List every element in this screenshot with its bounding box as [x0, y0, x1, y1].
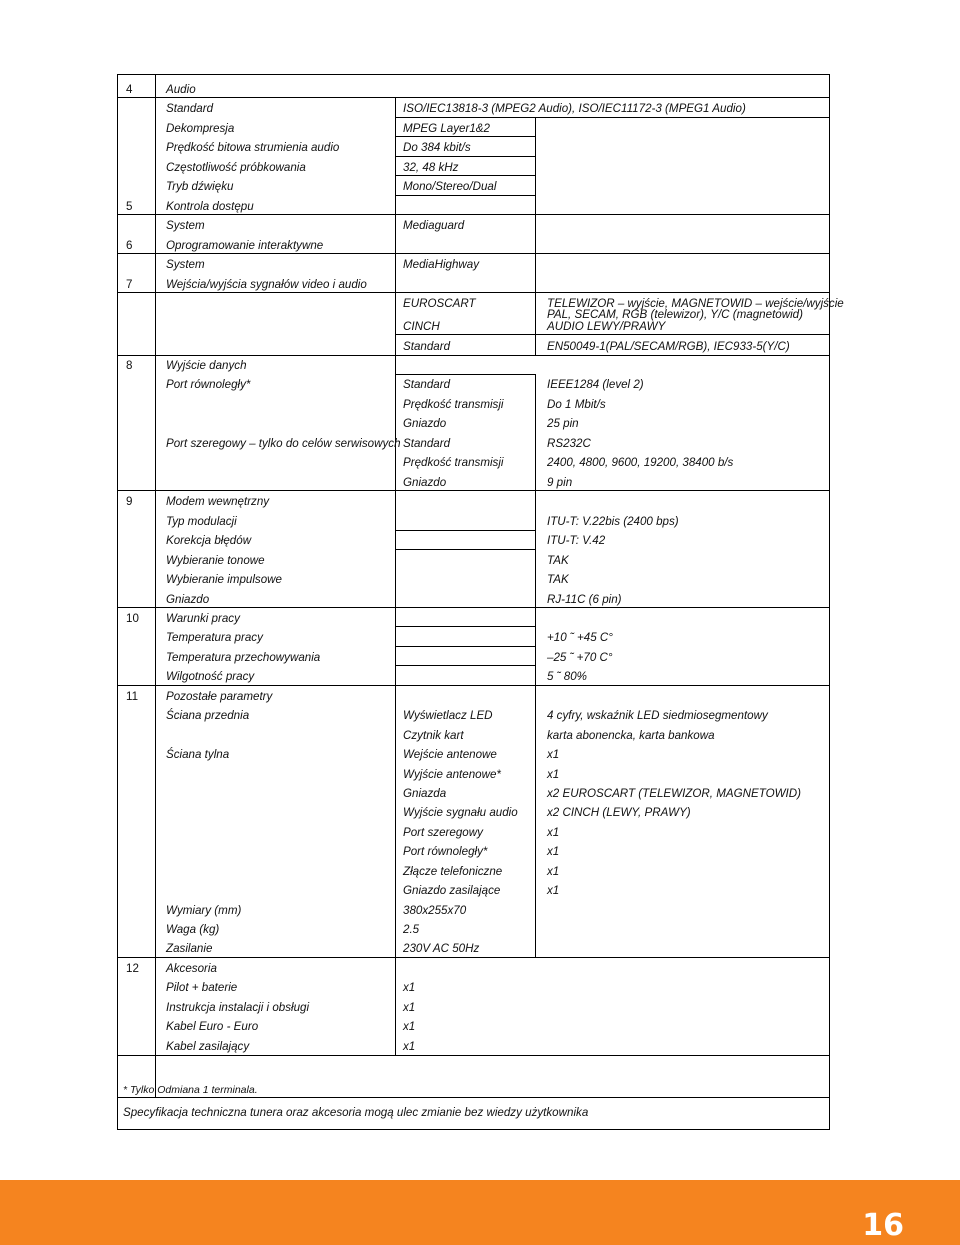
spec-label: Standard: [403, 437, 451, 450]
spec-label: Temperatura pracy: [166, 631, 263, 644]
spec-value: Mono/Stereo/Dual: [403, 180, 497, 193]
spec-label: Wybieranie impulsowe: [166, 573, 282, 586]
spec-value: x2 EUROSCART (TELEWIZOR, MAGNETOWID): [547, 787, 802, 800]
section-number: 11: [126, 690, 139, 703]
spec-value: x1: [547, 768, 560, 781]
spec-value: 5 ˜ 80%: [547, 670, 587, 683]
section-title: Modem wewnętrzny: [166, 495, 270, 508]
disclaimer: Specyfikacja techniczna tunera oraz akcesoria mogą ulec zmianie bez wiedzy użytkownika: [123, 1106, 589, 1119]
spec-label: Port równoległy*: [403, 845, 488, 858]
grid-line: [395, 665, 535, 666]
grid-line: [395, 646, 535, 647]
grid-line: [117, 1097, 830, 1098]
spec-label: Typ modulacji: [166, 515, 237, 528]
spec-label: Wybieranie tonowe: [166, 554, 265, 567]
spec-value: karta abonencka, karta bankowa: [547, 729, 715, 742]
spec-label: Wyświetlacz LED: [403, 709, 493, 722]
grid-line: [117, 1055, 830, 1056]
spec-label: Korekcja błędów: [166, 534, 252, 547]
spec-value: 9 pin: [547, 476, 573, 489]
spec-label: Ściana przednia: [166, 709, 250, 722]
section-title: Audio: [166, 83, 196, 96]
grid-line: [395, 117, 830, 118]
spec-value: x1: [547, 826, 560, 839]
spec-value: TAK: [547, 573, 569, 586]
section-number: 4: [126, 83, 133, 96]
spec-label: Temperatura przechowywania: [166, 651, 321, 664]
spec-value: MediaHighway: [403, 258, 480, 271]
spec-label: Wyjście antenowe*: [403, 768, 501, 781]
section-title: Oprogramowanie interaktywne: [166, 239, 324, 252]
spec-value: RJ-11C (6 pin): [547, 593, 622, 606]
spec-value: +10 ˜ +45 C°: [547, 631, 613, 644]
grid-line: [117, 214, 830, 215]
spec-label: Port szeregowy: [403, 826, 483, 839]
spec-label: Czytnik kart: [403, 729, 464, 742]
spec-label: Wejście antenowe: [403, 748, 497, 761]
spec-value: Do 1 Mbit/s: [547, 398, 606, 411]
spec-value: 32, 48 kHz: [403, 161, 459, 174]
spec-value: Do 384 kbit/s: [403, 141, 471, 154]
section-number: 10: [126, 612, 139, 625]
grid-line: [395, 97, 396, 1055]
page-number: 16: [862, 1208, 904, 1243]
grid-line: [117, 490, 830, 491]
spec-value: PAL, SECAM, RGB (telewizor), Y/C (magnetowid): [547, 308, 803, 321]
spec-value: AUDIO LEWY/PRAWY: [547, 320, 666, 333]
spec-label: Standard: [403, 340, 451, 353]
spec-value: 2400, 4800, 9600, 19200, 38400 b/s: [547, 456, 734, 469]
grid-line: [117, 253, 830, 254]
spec-label: Gniazdo: [403, 417, 447, 430]
spec-label: Instrukcja instalacji i obsługi: [166, 1001, 310, 1014]
spec-value: Mediaguard: [403, 219, 465, 232]
grid-line: [117, 355, 830, 356]
spec-label: Standard: [403, 378, 451, 391]
grid-line: [535, 490, 536, 957]
spec-label: Wyjście sygnału audio: [403, 806, 518, 819]
spec-label: Waga (kg): [166, 923, 220, 936]
spec-label: Ściana tylna: [166, 748, 230, 761]
spec-value: x1: [547, 865, 560, 878]
spec-value: 2.5: [403, 923, 420, 936]
spec-label: System: [166, 219, 205, 232]
spec-value: x1: [403, 981, 416, 994]
spec-label: Prędkość bitowa strumienia audio: [166, 141, 340, 154]
spec-value: EN50049-1(PAL/SECAM/RGB), IEC933-5(Y/C): [547, 340, 790, 353]
spec-label: Prędkość transmisji: [403, 398, 504, 411]
section-number: 7: [126, 278, 133, 291]
grid-line: [395, 175, 535, 176]
spec-value: x2 CINCH (LEWY, PRAWY): [547, 806, 691, 819]
grid-line: [117, 957, 830, 958]
grid-line: [395, 549, 535, 550]
section-number: 5: [126, 200, 133, 213]
grid-line: [395, 626, 535, 627]
grid-line: [117, 97, 830, 98]
spec-label: Gniazda: [403, 787, 447, 800]
grid-line: [395, 334, 830, 335]
spec-value: TAK: [547, 554, 569, 567]
spec-label: Standard: [166, 102, 214, 115]
spec-value: TELEWIZOR – wyjście, MAGNETOWID – wejście/wyjście: [547, 297, 844, 310]
spec-label: Kabel zasilający: [166, 1040, 250, 1053]
grid-line: [395, 156, 535, 157]
spec-value: 380x255x70: [403, 904, 467, 917]
spec-label: Gniazdo: [166, 593, 210, 606]
section-number: 6: [126, 239, 133, 252]
spec-value: 4 cyfry, wskaźnik LED siedmiosegmentowy: [547, 709, 768, 722]
spec-label: CINCH: [403, 320, 440, 333]
grid-line: [117, 685, 830, 686]
spec-label: Gniazdo zasilające: [403, 884, 501, 897]
spec-value: x1: [547, 845, 560, 858]
spec-value: 230V AC 50Hz: [403, 942, 480, 955]
spec-label: Wymiary (mm): [166, 904, 242, 917]
grid-line: [155, 74, 156, 1097]
grid-line: [535, 117, 536, 355]
spec-value: x1: [547, 884, 560, 897]
section-number: 9: [126, 495, 133, 508]
spec-value: RS232C: [547, 437, 591, 450]
spec-label: Prędkość transmisji: [403, 456, 504, 469]
spec-value: ITU-T: V.42: [547, 534, 606, 547]
section-title: Pozostałe parametry: [166, 690, 273, 703]
spec-label: Zasilanie: [166, 942, 213, 955]
section-title: Akcesoria: [166, 962, 217, 975]
spec-label: Pilot + baterie: [166, 981, 238, 994]
grid-line: [395, 136, 535, 137]
footnote: * Tylko Odmiana 1 terminala.: [123, 1084, 258, 1096]
spec-label: Częstotliwość próbkowania: [166, 161, 306, 174]
section-number: 8: [126, 359, 133, 372]
spec-label: Port szeregowy – tylko do celów serwisowych: [166, 437, 401, 450]
section-title: Warunki pracy: [166, 612, 240, 625]
spec-label: Dekompresja: [166, 122, 235, 135]
spec-label: Port równoległy*: [166, 378, 251, 391]
spec-label: Gniazdo: [403, 476, 447, 489]
footer-bar: [0, 1180, 960, 1245]
spec-value: –25 ˜ +70 C°: [547, 651, 613, 664]
section-title: Kontrola dostępu: [166, 200, 254, 213]
spec-table: [117, 74, 830, 1130]
grid-line: [117, 607, 830, 608]
spec-value: x1: [403, 1020, 416, 1033]
section-number: 12: [126, 962, 139, 975]
grid-line: [395, 530, 535, 531]
spec-value: 25 pin: [547, 417, 579, 430]
grid-line: [117, 292, 830, 293]
spec-label: EUROSCART: [403, 297, 476, 310]
spec-value: ITU-T: V.22bis (2400 bps): [547, 515, 679, 528]
spec-label: Złącze telefoniczne: [403, 865, 503, 878]
grid-line: [395, 374, 535, 375]
grid-line: [535, 374, 536, 490]
spec-value: x1: [403, 1001, 416, 1014]
spec-label: Kabel Euro - Euro: [166, 1020, 259, 1033]
section-title: Wyjście danych: [166, 359, 247, 372]
spec-value: ISO/IEC13818-3 (MPEG2 Audio), ISO/IEC11172-3 (MPEG1 Audio): [403, 102, 746, 115]
spec-value: MPEG Layer1&2: [403, 122, 490, 135]
section-title: Wejścia/wyjścia sygnałów video i audio: [166, 278, 367, 291]
spec-label: System: [166, 258, 205, 271]
spec-value: x1: [403, 1040, 416, 1053]
spec-label: Tryb dźwięku: [166, 180, 234, 193]
spec-value: x1: [547, 748, 560, 761]
spec-value: IEEE1284 (level 2): [547, 378, 644, 391]
spec-label: Wilgotność pracy: [166, 670, 255, 683]
grid-line: [395, 195, 535, 196]
